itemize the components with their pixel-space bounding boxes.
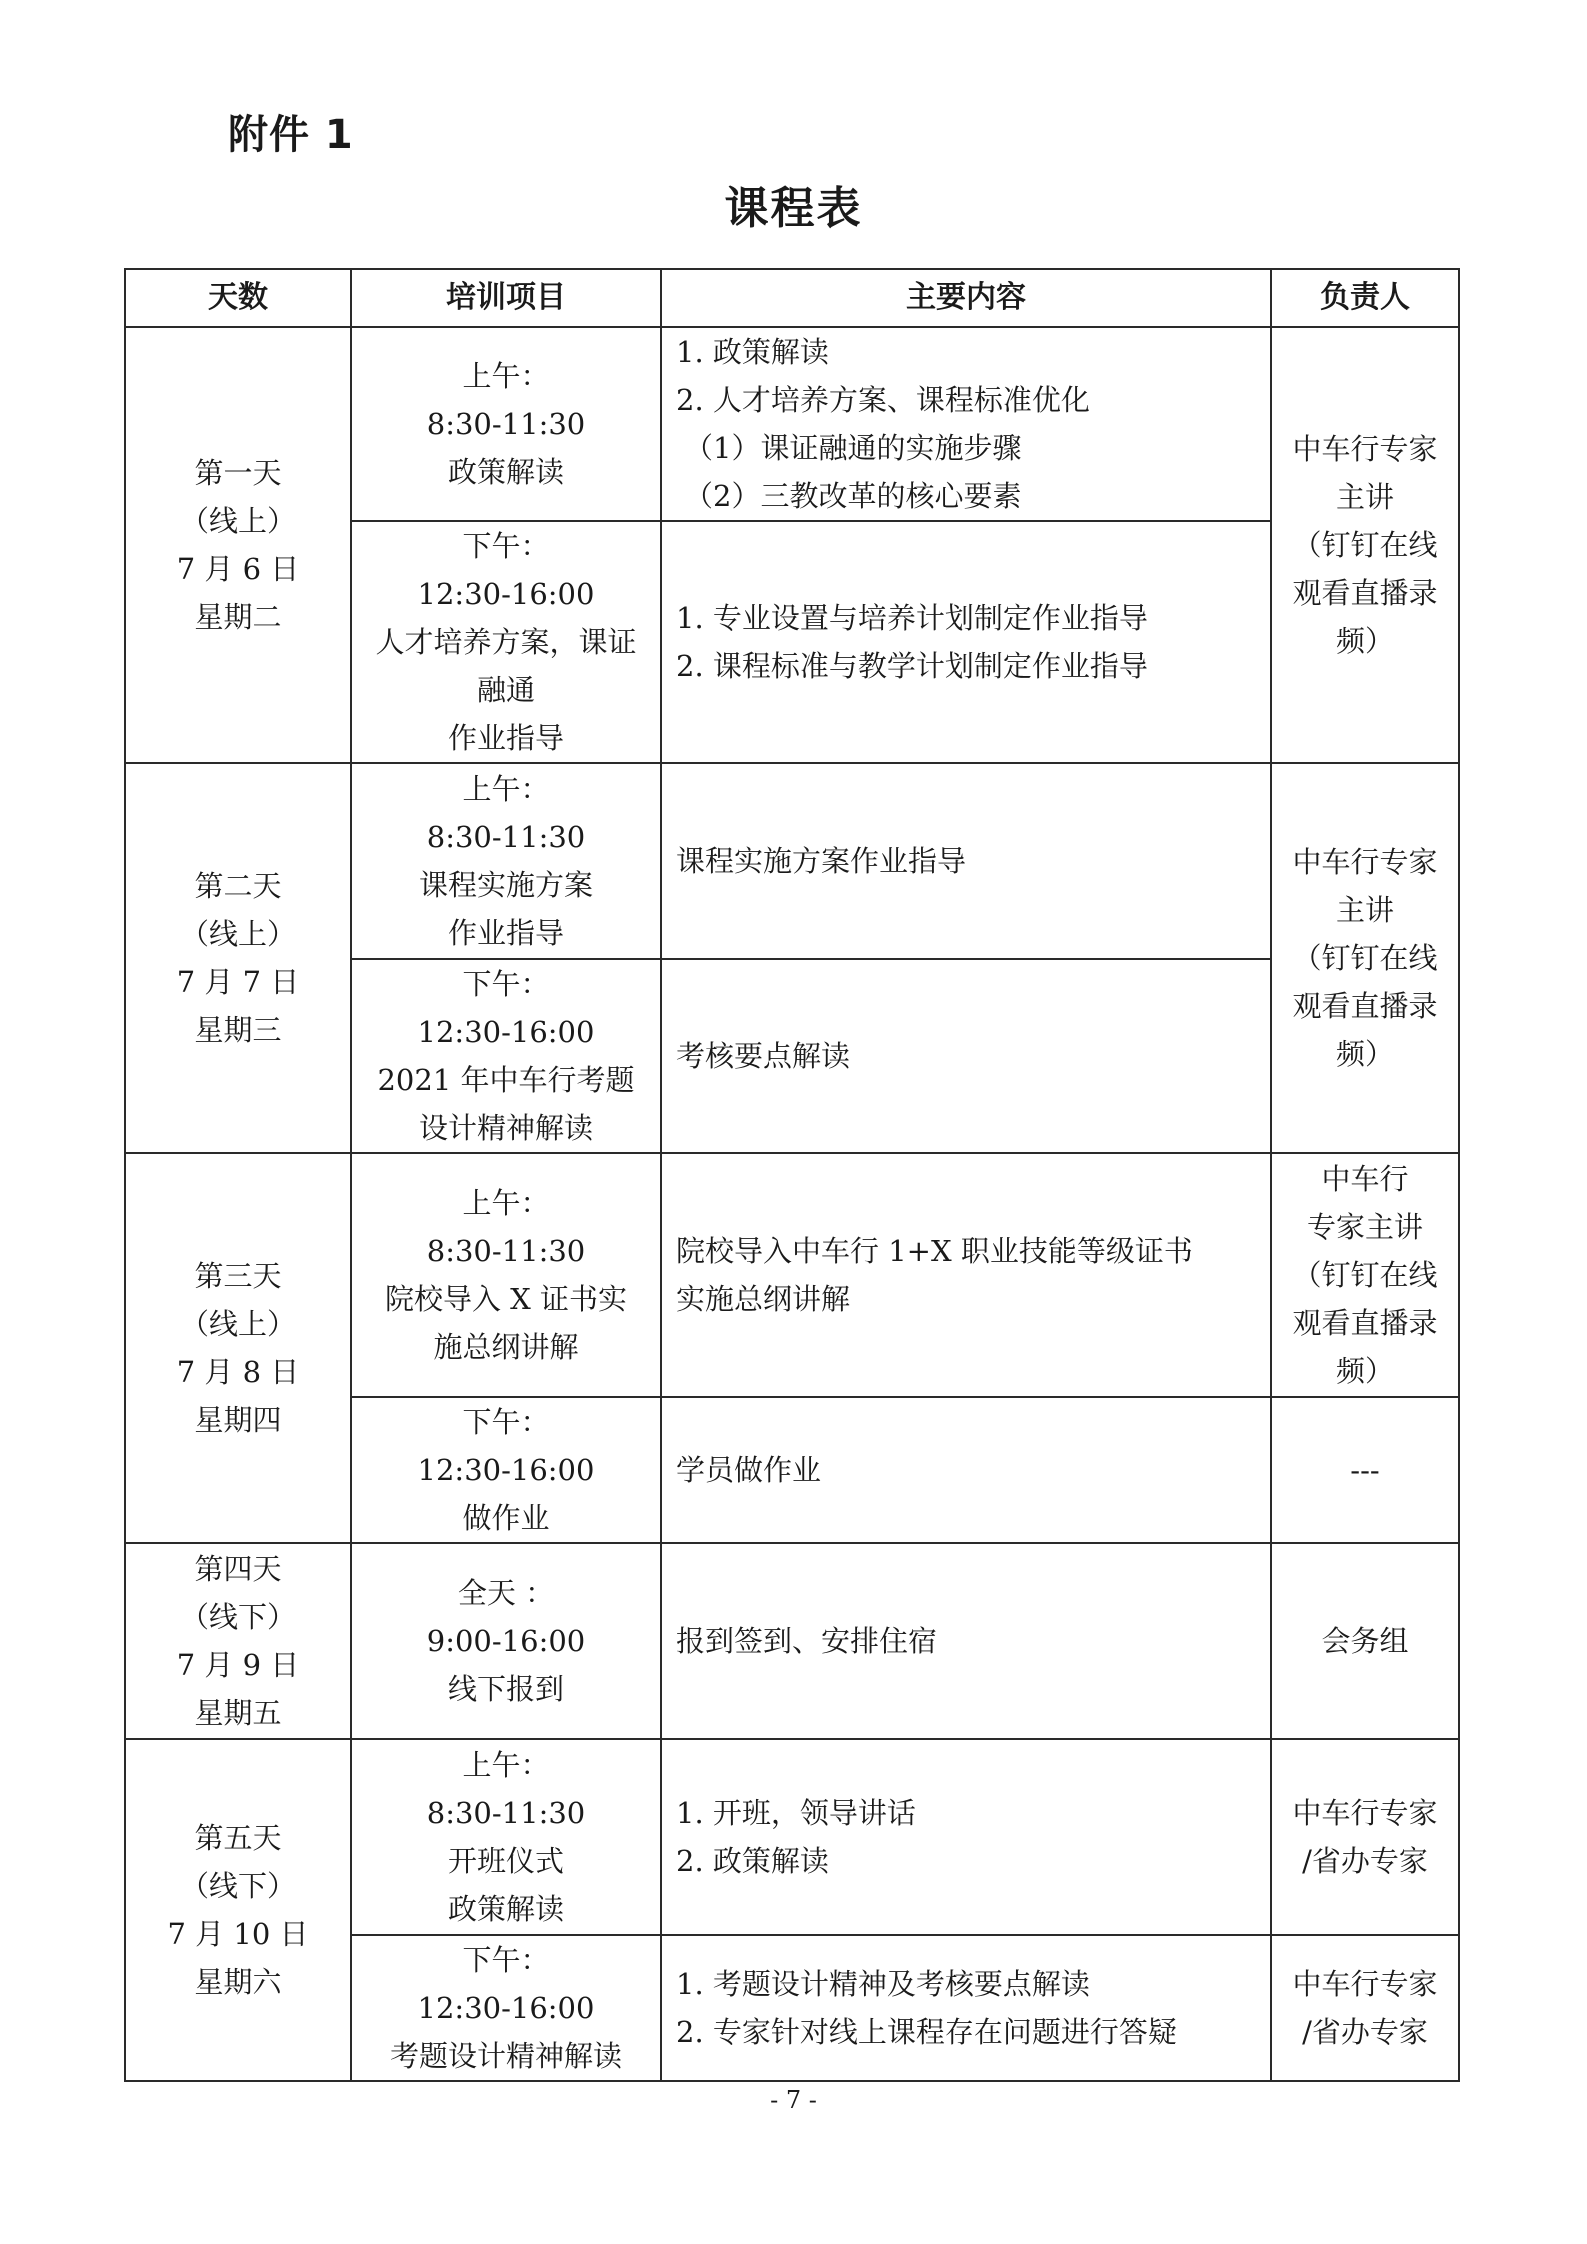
lead-cell bbox=[1271, 1153, 1459, 1397]
content-line: 报到签到、安排住宿 bbox=[676, 1624, 938, 1658]
column-header-days: 天数 bbox=[125, 269, 351, 327]
session-period: 上午： bbox=[462, 359, 550, 393]
session-period: 下午： bbox=[462, 1943, 550, 1977]
lead-line: （钉钉在线 bbox=[1292, 1258, 1438, 1292]
column-header-training-item: 培训项目 bbox=[351, 269, 661, 327]
lead-line: 观看直播录 bbox=[1292, 989, 1438, 1023]
content-cell bbox=[661, 1739, 1271, 1935]
day-mode: （线上） bbox=[179, 917, 296, 951]
lead-cell bbox=[1271, 1397, 1459, 1543]
lead-cell bbox=[1271, 1739, 1459, 1935]
session-cell bbox=[351, 1739, 661, 1935]
content-line: 1. 政策解读 bbox=[676, 335, 829, 369]
session-period: 上午： bbox=[462, 1748, 550, 1782]
session-cell bbox=[351, 763, 661, 959]
day-weekday: 星期三 bbox=[194, 1013, 282, 1047]
session-topic: 作业指导 bbox=[447, 916, 564, 950]
session-period: 下午： bbox=[462, 1405, 550, 1439]
day-mode: （线上） bbox=[179, 504, 296, 538]
session-cell bbox=[351, 1153, 661, 1397]
day-weekday: 星期五 bbox=[194, 1696, 282, 1730]
lead-cell bbox=[1271, 327, 1459, 763]
session-time: 8:30-11:30 bbox=[426, 820, 586, 854]
session-cell bbox=[351, 1397, 661, 1543]
session-cell bbox=[351, 1543, 661, 1739]
lead-line: 中车行专家 bbox=[1292, 432, 1438, 466]
session-time: 8:30-11:30 bbox=[426, 1796, 586, 1830]
content-line: 2. 政策解读 bbox=[676, 1844, 829, 1878]
session-topic: 2021 年中车行考题 bbox=[377, 1063, 635, 1097]
content-line: （1）课证融通的实施步骤 bbox=[684, 431, 1022, 465]
table-row bbox=[125, 763, 1459, 959]
session-cell bbox=[351, 959, 661, 1153]
content-line: 考核要点解读 bbox=[676, 1039, 851, 1073]
lead-line: 主讲 bbox=[1335, 893, 1394, 927]
day-cell-1 bbox=[125, 327, 351, 763]
content-line: 实施总纲讲解 bbox=[676, 1282, 851, 1316]
session-topic: 政策解读 bbox=[447, 455, 564, 489]
content-line: 2. 课程标准与教学计划制定作业指导 bbox=[676, 649, 1148, 683]
table-row bbox=[125, 327, 1459, 521]
day-cell-4 bbox=[125, 1543, 351, 1739]
lead-line: 频） bbox=[1335, 624, 1394, 658]
content-line: 课程实施方案作业指导 bbox=[676, 844, 967, 878]
lead-line: 专家主讲 bbox=[1306, 1210, 1423, 1244]
day-weekday: 星期二 bbox=[194, 600, 282, 634]
attachment-label: 附件 1 bbox=[228, 112, 354, 158]
table-row bbox=[125, 1153, 1459, 1397]
day-date: 7 月 6 日 bbox=[176, 552, 300, 586]
session-topic: 考题设计精神解读 bbox=[389, 2039, 622, 2073]
session-time: 12:30-16:00 bbox=[417, 577, 595, 611]
content-cell bbox=[661, 1397, 1271, 1543]
content-line: 2. 专家针对线上课程存在问题进行答疑 bbox=[676, 2015, 1177, 2049]
content-line: 院校导入中车行 1+X 职业技能等级证书 bbox=[676, 1234, 1193, 1268]
content-line: （2）三教改革的核心要素 bbox=[684, 479, 1022, 513]
session-topic: 融通 bbox=[476, 673, 535, 707]
lead-line: /省办专家 bbox=[1302, 2015, 1428, 2049]
lead-line: 中车行 bbox=[1321, 1162, 1409, 1196]
table-row bbox=[125, 1543, 1459, 1739]
day-cell-5 bbox=[125, 1739, 351, 2081]
lead-line: 观看直播录 bbox=[1292, 576, 1438, 610]
session-time: 12:30-16:00 bbox=[417, 1453, 595, 1487]
session-topic: 施总纲讲解 bbox=[433, 1330, 579, 1364]
lead-line: --- bbox=[1350, 1453, 1380, 1487]
content-cell bbox=[661, 327, 1271, 521]
lead-line: 频） bbox=[1335, 1354, 1394, 1388]
lead-line: 频） bbox=[1335, 1037, 1394, 1071]
content-line: 学员做作业 bbox=[676, 1453, 822, 1487]
session-topic: 院校导入 X 证书实 bbox=[384, 1282, 628, 1316]
day-date: 7 月 8 日 bbox=[176, 1355, 300, 1389]
lead-line: 观看直播录 bbox=[1292, 1306, 1438, 1340]
content-cell bbox=[661, 959, 1271, 1153]
session-time: 8:30-11:30 bbox=[426, 1234, 586, 1268]
content-cell bbox=[661, 763, 1271, 959]
session-period: 上午： bbox=[462, 772, 550, 806]
session-topic: 做作业 bbox=[462, 1501, 550, 1535]
content-cell bbox=[661, 1935, 1271, 2081]
table-header-row bbox=[125, 269, 1459, 327]
column-header-person-in-charge: 负责人 bbox=[1271, 269, 1459, 327]
content-cell bbox=[661, 521, 1271, 763]
session-topic: 设计精神解读 bbox=[418, 1111, 593, 1145]
day-label: 第三天 bbox=[194, 1259, 282, 1293]
day-label: 第五天 bbox=[194, 1821, 282, 1855]
content-cell bbox=[661, 1153, 1271, 1397]
session-time: 12:30-16:00 bbox=[417, 1015, 595, 1049]
session-topic: 开班仪式 bbox=[447, 1844, 564, 1878]
lead-cell bbox=[1271, 1543, 1459, 1739]
lead-line: 主讲 bbox=[1335, 480, 1394, 514]
day-cell-2 bbox=[125, 763, 351, 1153]
session-cell bbox=[351, 521, 661, 763]
day-label: 第二天 bbox=[194, 869, 282, 903]
day-date: 7 月 7 日 bbox=[176, 965, 300, 999]
session-period: 下午： bbox=[462, 967, 550, 1001]
content-line: 1. 专业设置与培养计划制定作业指导 bbox=[676, 601, 1148, 635]
session-period: 全天 ： bbox=[457, 1576, 555, 1610]
lead-cell bbox=[1271, 1935, 1459, 2081]
session-period: 上午： bbox=[462, 1186, 550, 1220]
lead-line: 中车行专家 bbox=[1292, 1796, 1438, 1830]
day-mode: （线下） bbox=[179, 1869, 296, 1903]
day-date: 7 月 10 日 bbox=[167, 1917, 309, 1951]
day-date: 7 月 9 日 bbox=[176, 1648, 300, 1682]
session-time: 9:00-16:00 bbox=[426, 1624, 586, 1658]
lead-line: /省办专家 bbox=[1302, 1844, 1428, 1878]
lead-line: 中车行专家 bbox=[1292, 1967, 1438, 2001]
session-time: 12:30-16:00 bbox=[417, 1991, 595, 2025]
content-line: 1. 考题设计精神及考核要点解读 bbox=[676, 1967, 1090, 2001]
session-time: 8:30-11:30 bbox=[426, 407, 586, 441]
day-label: 第一天 bbox=[194, 456, 282, 490]
content-line: 1. 开班，领导讲话 bbox=[676, 1796, 916, 1830]
lead-line: 中车行专家 bbox=[1292, 845, 1438, 879]
column-header-main-content: 主要内容 bbox=[661, 269, 1271, 327]
day-cell-3 bbox=[125, 1153, 351, 1543]
session-topic: 线下报到 bbox=[447, 1672, 564, 1706]
lead-cell bbox=[1271, 763, 1459, 1153]
content-cell bbox=[661, 1543, 1271, 1739]
table-row bbox=[125, 1739, 1459, 1935]
lead-line: （钉钉在线 bbox=[1292, 528, 1438, 562]
session-cell bbox=[351, 1935, 661, 2081]
day-mode: （线上） bbox=[179, 1307, 296, 1341]
session-topic: 课程实施方案 bbox=[418, 868, 593, 902]
day-weekday: 星期四 bbox=[194, 1403, 282, 1437]
session-topic: 人才培养方案，课证 bbox=[375, 625, 637, 659]
course-schedule-table bbox=[124, 268, 1460, 2082]
day-weekday: 星期六 bbox=[194, 1965, 282, 1999]
session-period: 下午： bbox=[462, 529, 550, 563]
document-title: 课程表 bbox=[724, 183, 863, 234]
day-label: 第四天 bbox=[194, 1552, 282, 1586]
page-number: - 7 - bbox=[770, 2086, 817, 2114]
lead-line: 会务组 bbox=[1321, 1624, 1409, 1658]
lead-line: （钉钉在线 bbox=[1292, 941, 1438, 975]
day-mode: （线下） bbox=[179, 1600, 296, 1634]
session-topic: 政策解读 bbox=[447, 1892, 564, 1926]
session-topic: 作业指导 bbox=[447, 721, 564, 755]
session-cell bbox=[351, 327, 661, 521]
content-line: 2. 人才培养方案、课程标准优化 bbox=[676, 383, 1090, 417]
